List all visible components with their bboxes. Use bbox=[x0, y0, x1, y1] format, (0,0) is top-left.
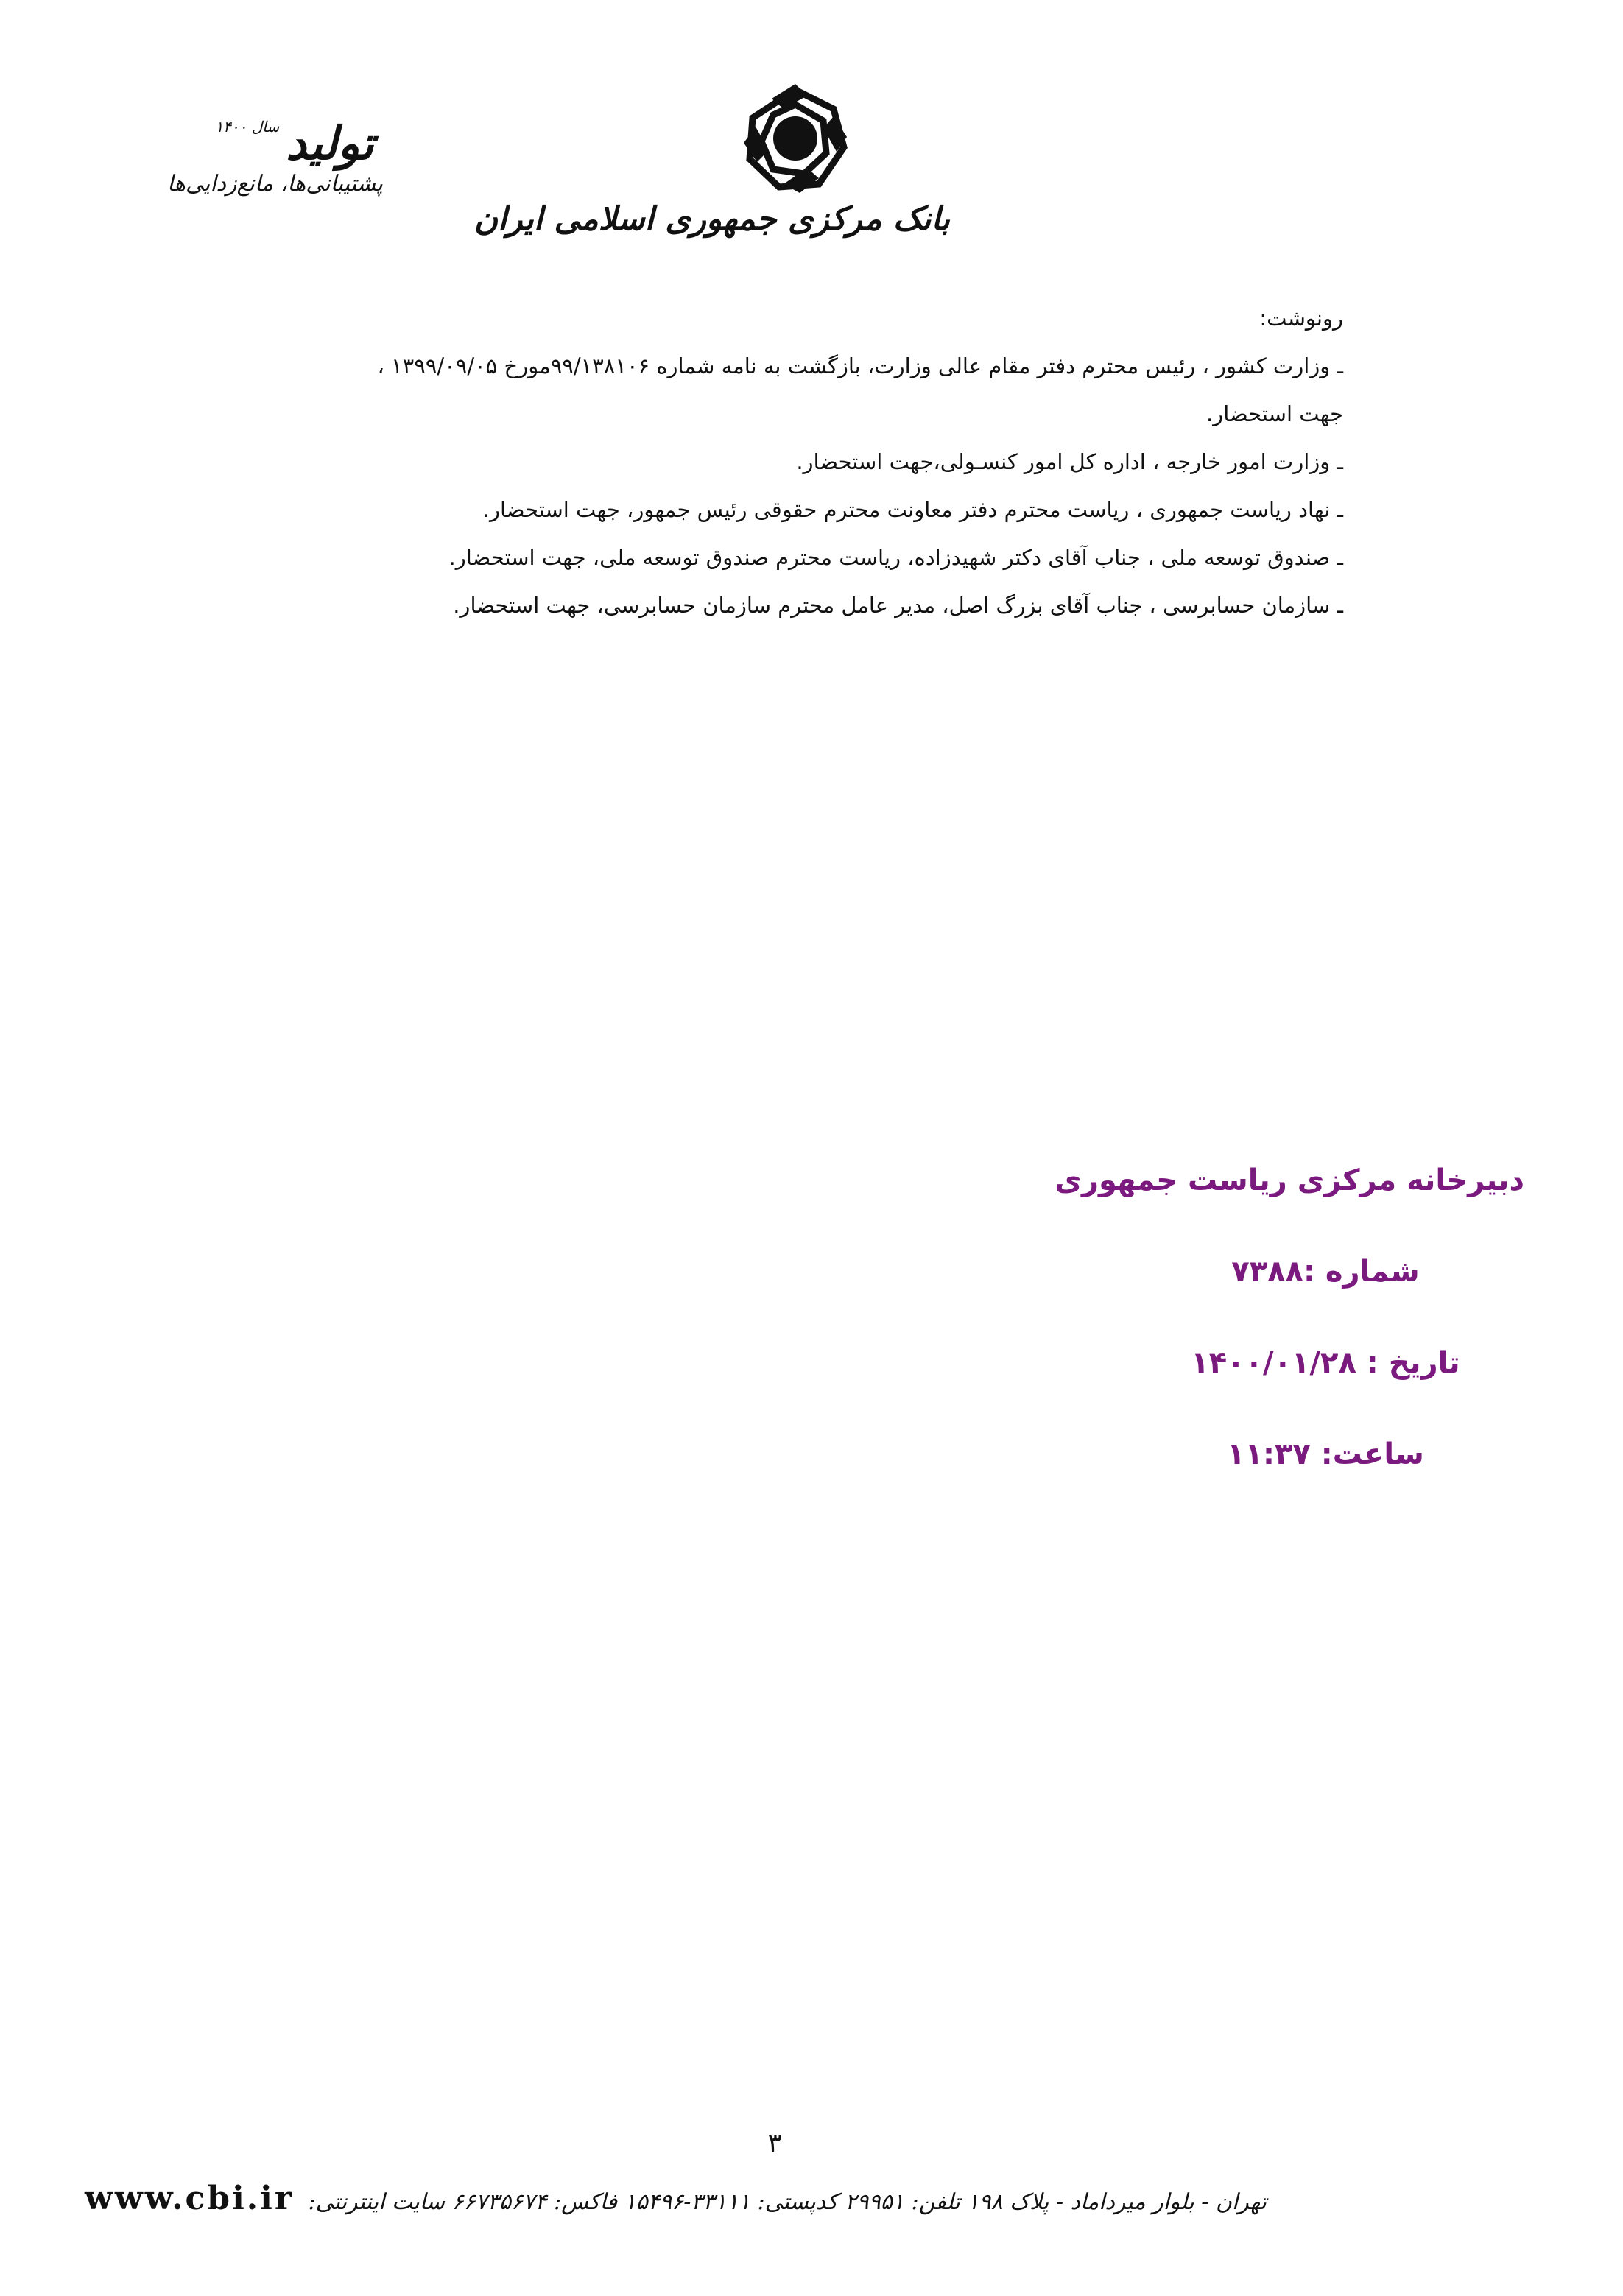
cc-line-interior-ministry-cont: جهت استحضار. bbox=[1205, 401, 1343, 426]
carbon-copy-section bbox=[239, 295, 1343, 630]
stamp-number: شماره :۷۳۸۸ bbox=[1231, 1255, 1420, 1289]
footer-contact bbox=[84, 2180, 1267, 2217]
footer-website[interactable]: www.cbi.ir bbox=[84, 2180, 294, 2217]
cc-line-national-development-fund: ـ صندوق توسعه ملی ، جناب آقای دکتر شهیدزاده، ریاست محترم صندوق توسعه ملی، جهت استحضار. bbox=[448, 545, 1343, 570]
slogan-title: تولید bbox=[286, 116, 374, 170]
stamp-time: ساعت: ۱۱:۳۷ bbox=[1227, 1437, 1424, 1471]
footer-address: تهران - بلوار میرداماد - پلاک ۱۹۸ تلفن: ۲۹۹۵۱ کدپستی: ۳۳۱۱۱-۱۵۴۹۶ فاکس: ۶۶۷۳۵۶۷۴ سایت اینترنتی: bbox=[308, 2189, 1267, 2215]
bank-name: بانک مرکزی جمهوری اسلامی ایران bbox=[473, 200, 950, 238]
slogan-year: سال ۱۴۰۰ bbox=[215, 118, 280, 135]
carbon-copy-title: رونوشت: bbox=[1259, 306, 1343, 331]
stamp-date: تاریخ : ۱۴۰۰/۰۱/۲۸ bbox=[1191, 1346, 1460, 1380]
cc-line-presidency: ـ نهاد ریاست جمهوری ، ریاست محترم دفتر معاونت محترم حقوقی رئیس جمهور، جهت استحضار. bbox=[482, 497, 1343, 522]
year-slogan bbox=[167, 116, 383, 199]
cc-line-foreign-ministry: ـ وزارت امور خارجه ، اداره کل امور کنسـولی،جهت استحضار. bbox=[796, 449, 1343, 474]
cc-line-interior-ministry: ـ وزارت کشور ، رئیس محترم دفتر مقام عالی وزارت، بازگشت به نامه شماره ۹۹/۱۳۸۱۰۶مورخ ۱۳۹۹/۰۹/۰۵ ، bbox=[377, 353, 1343, 378]
slogan-subtitle: پشتیبانی‌ها، مانع‌زدایی‌ها bbox=[167, 171, 383, 197]
stamp-office: دبیرخانه مرکزی ریاست جمهوری bbox=[1055, 1163, 1524, 1197]
page-number: ۳ bbox=[767, 2128, 782, 2158]
cc-line-audit-organization: ـ سازمان حسابرسی ، جناب آقای بزرگ اصل، مدیر عامل محترم سازمان حسابرسی، جهت استحضار. bbox=[453, 593, 1343, 618]
central-bank-emblem-icon bbox=[736, 80, 854, 197]
secretariat-stamp bbox=[1055, 1163, 1532, 1529]
